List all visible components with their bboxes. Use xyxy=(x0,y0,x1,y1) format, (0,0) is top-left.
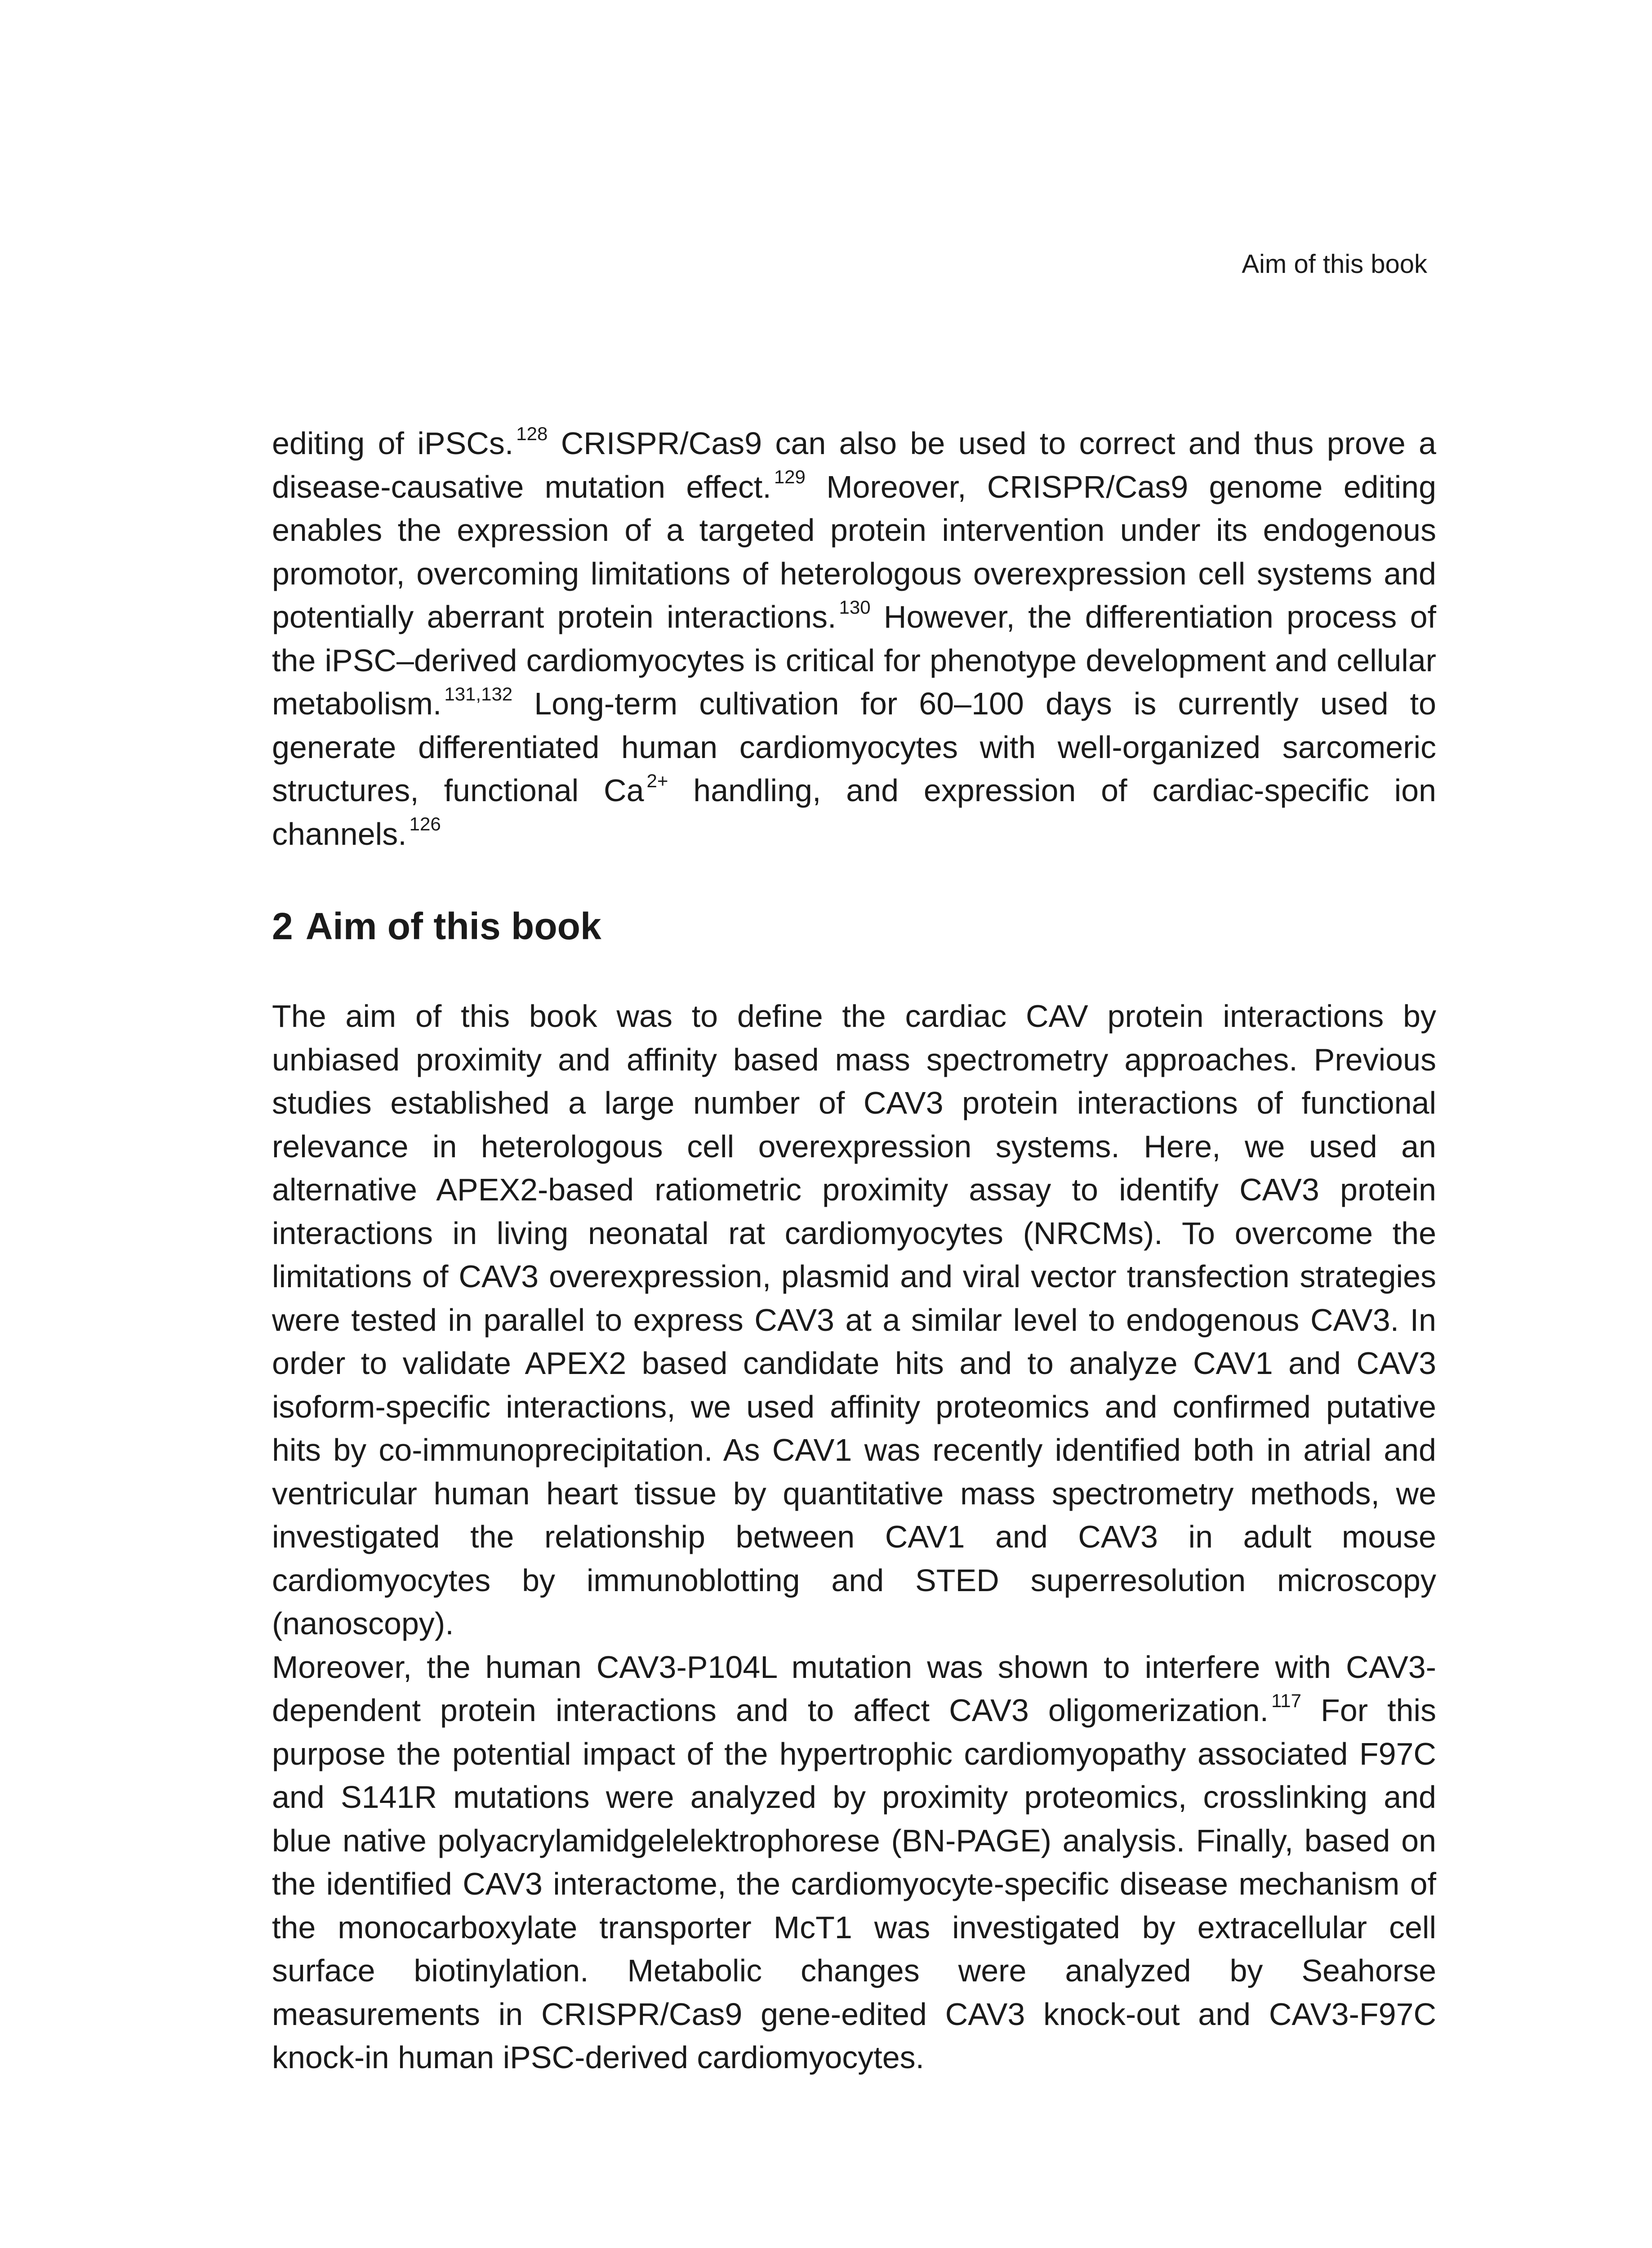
sentence-text: editing of iPSCs. xyxy=(272,426,514,461)
citation-superscript: 126 xyxy=(409,813,441,834)
section-number: 2 xyxy=(272,905,293,947)
citation-superscript: 128 xyxy=(516,423,548,444)
ion-charge-superscript: 2+ xyxy=(646,770,668,791)
sentence-text: handling, and expression of cardiac-specific ion channels. xyxy=(272,773,1436,852)
citation-superscript: 129 xyxy=(774,466,806,487)
body-paragraph xyxy=(272,422,1436,856)
sentence-text: Moreover, CRISPR/Cas9 genome editing enables the expression of a targeted protein intervention under its endogenous promotor, overcoming limitations of heterologous overexpression cell systems and potentially aberrant protein interactions. xyxy=(272,469,1437,634)
section-title: Aim of this book xyxy=(305,905,601,947)
sentence-text: Moreover, the human CAV3-P104L mutation was shown to interfere with CAV3-dependent protein interactions and to affect CAV3 oligomerization. xyxy=(272,1649,1436,1728)
running-header: Aim of this book xyxy=(1242,250,1427,279)
body-paragraph xyxy=(272,1646,1436,2079)
citation-superscript: 131,132 xyxy=(444,683,513,705)
citation-superscript: 130 xyxy=(839,596,871,618)
continued-paragraph-block xyxy=(272,422,1436,856)
body-paragraph: The aim of this book was to define the cardiac CAV protein interactions by unbiased proximity and affinity based mass spectrometry approaches. Previous studies established a large number of CAV3 protein interactions of functional relevance in heterologous cell overexpression systems. Here, we used an alternative APEX2-based ratiometric proximity assay to identify CAV3 protein interactions in living neonatal rat cardiomyocytes (NRCMs). To overcome the limitations of CAV3 overexpression, plasmid and viral vector transfection strategies were tested in parallel to express CAV3 at a similar level to endogenous CAV3. In order to validate APEX2 based candidate hits and to analyze CAV1 and CAV3 isoform-specific interactions, we used affinity proteomics and confirmed putative hits by co-immunoprecipitation. As CAV1 was recently identified both in atrial and ventricular human heart tissue by quantitative mass spectrometry methods, we investigated the relationship between CAV1 and CAV3 in adult mouse cardiomyocytes by immunoblotting and STED superresolution microscopy (nanoscopy). xyxy=(272,999,1436,1641)
sentence-text: CRISPR/Cas9 can also be used to correct and thus prove a disease-causative mutation effect. xyxy=(272,426,1436,504)
citation-superscript: 117 xyxy=(1271,1690,1302,1711)
sentence-text: For this purpose the potential impact of the hypertrophic cardiomyopathy associated F97C and S141R mutations were analyzed by proximity proteomics, crosslinking and blue native polyacrylamidgelelektrophorese (BN-PAGE) analysis. Finally, based on the identified CAV3 interactome, the cardiomyocyte-specific disease mechanism of the monocarboxylate transporter McT1 was investigated by extracellular cell surface biotinylation. Metabolic changes were analyzed by Seahorse measurements in CRISPR/Cas9 gene-edited CAV3 knock-out and CAV3-F97C knock-in human iPSC-derived cardiomyocytes. xyxy=(272,1693,1437,2075)
sentence-text: Long-term cultivation for 60–100 days is currently used to generate differentiated human cardiomyocytes with well-organized sarcomeric structures, functional Ca xyxy=(272,686,1436,808)
section-heading xyxy=(272,901,601,951)
aim-section-body xyxy=(272,995,1436,2079)
sentence-text: However, the differentiation process of the iPSC–derived cardiomyocytes is critical for phenotype development and cellular metabolism. xyxy=(272,599,1436,721)
